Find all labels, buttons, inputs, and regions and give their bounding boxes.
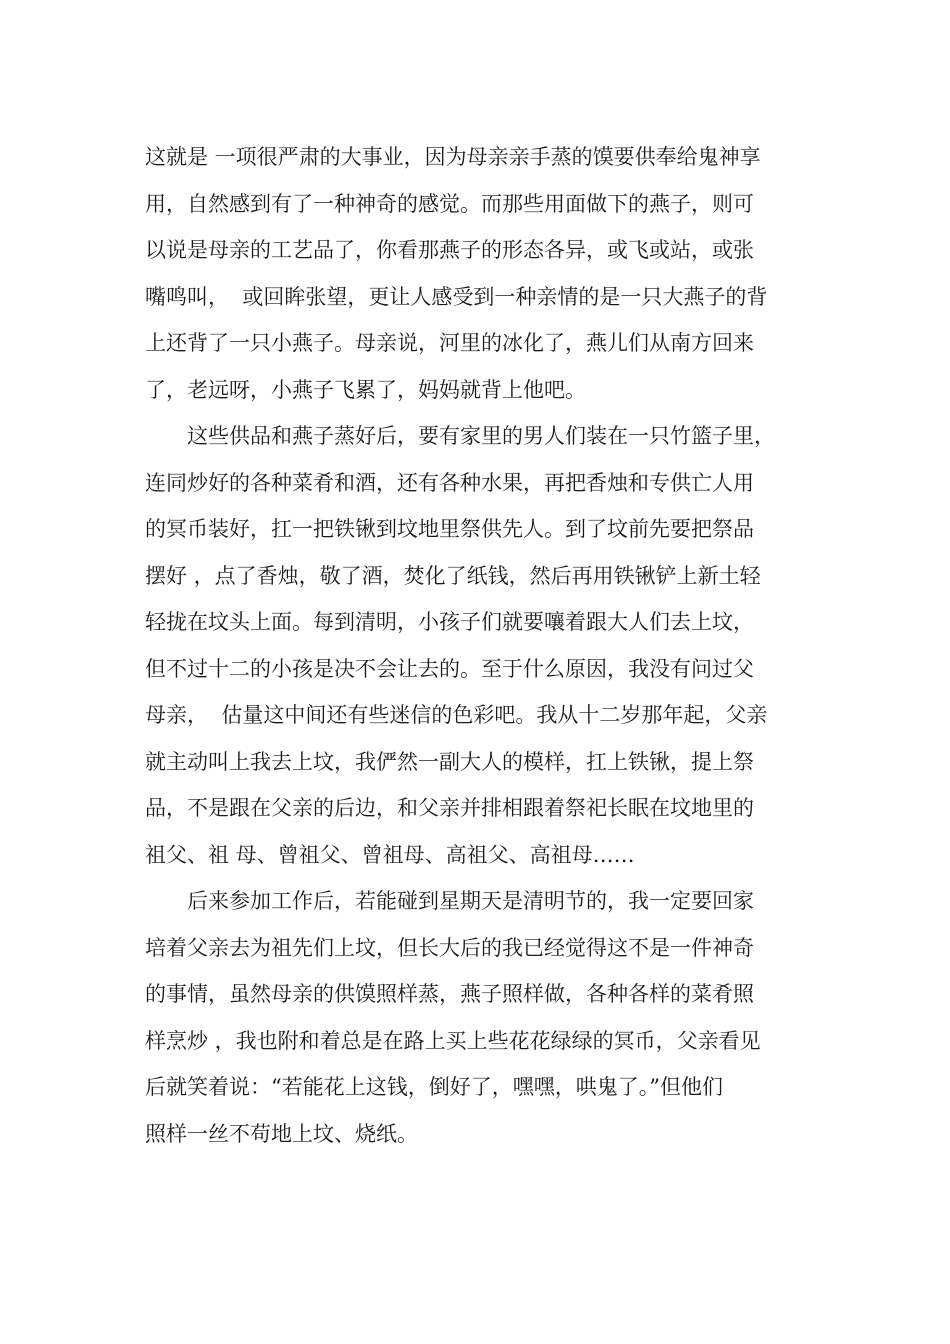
text-line: 了，老远呀，小燕子飞累了，妈妈就背上他吧。 bbox=[145, 377, 586, 402]
text-line: 样烹炒 ，我也附和着总是在路上买上些花花绿绿的冥币，父亲看见 bbox=[145, 1028, 761, 1053]
text-line: 上还背了一只小燕子。母亲说，河里的冰化了，燕儿们从南方回来 bbox=[145, 331, 754, 355]
text-line: 母亲， 估量这中间还有些迷信的色彩吧。我从十二岁那年起，父亲 bbox=[145, 703, 768, 727]
text-line: 培着父亲去为祖先们上坟，但长大后的我已经觉得这不是一件神奇 bbox=[145, 935, 754, 960]
text-line: 这就是 一项很严肃的大事业，因为母亲亲手蒸的馍要供奉给鬼神享 bbox=[145, 145, 761, 169]
text-line: 连同炒好的各种菜肴和酒，还有各种水果，再把香烛和专供亡人用 bbox=[145, 470, 754, 495]
text-line: 摆好 ，点了香烛，敬了酒，焚化了纸钱，然后再用铁锹铲上新土轻 bbox=[145, 563, 761, 588]
paragraph-1 bbox=[145, 134, 835, 413]
body-text bbox=[145, 134, 835, 1157]
text-line: 以说是母亲的工艺品了，你看那燕子的形态各异，或飞或站，或张 bbox=[145, 238, 754, 262]
text-line: 但不过十二的小孩是决不会让去的。至于什么原因，我没有问过父 bbox=[145, 656, 754, 681]
text-line: 的冥币装好，扛一把铁锹到坟地里祭供先人。到了坟前先要把祭品 bbox=[145, 517, 754, 541]
text-line: 轻拢在坟头上面。每到清明，小孩子们就要嚷着跟大人们去上坟， bbox=[145, 610, 754, 634]
paragraph-2 bbox=[145, 413, 835, 878]
text-line: 嘴鸣叫， 或回眸张望，更让人感受到一种亲情的是一只大燕子的背 bbox=[145, 284, 768, 309]
text-line: 后来参加工作后，若能碰到星期天是清明节的，我一定要回家 bbox=[187, 889, 754, 913]
text-line: 的事情，虽然母亲的供馍照样蒸，燕子照样做，各种各样的菜肴照 bbox=[145, 982, 754, 1006]
text-line: 品，不是跟在父亲的后边，和父亲并排相跟着祭祀长眠在坟地里的 bbox=[145, 796, 754, 820]
text-line: 祖父、祖 母、曾祖父、曾祖母、高祖父、高祖母…… bbox=[145, 842, 635, 867]
text-line: 照样一丝不苟地上坟、烧纸。 bbox=[145, 1121, 418, 1146]
text-line: 后就笑着说：“若能花上这钱，倒好了，嘿嘿，哄鬼了。”但他们 bbox=[145, 1075, 723, 1099]
paragraph-3 bbox=[145, 878, 835, 1157]
text-line: 这些供品和燕子蒸好后，要有家里的男人们装在一只竹篮子里， bbox=[187, 424, 775, 448]
text-line: 就主动叫上我去上坟，我俨然一副大人的模样，扛上铁锹，提上祭 bbox=[145, 749, 754, 774]
text-line: 用，自然感到有了一种神奇的感觉。而那些用面做下的燕子，则可 bbox=[145, 191, 754, 216]
